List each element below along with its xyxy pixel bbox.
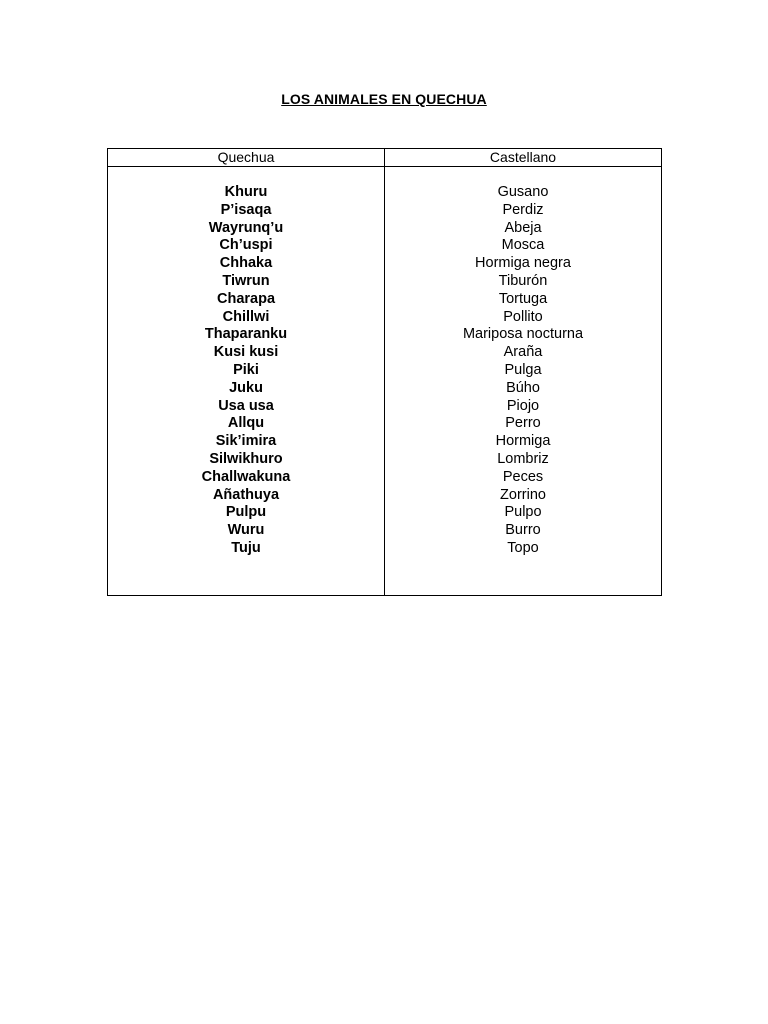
quechua-word: Silwikhuro — [209, 450, 283, 467]
castellano-word: Mosca — [501, 237, 545, 254]
castellano-word: Burro — [505, 522, 541, 539]
castellano-word: Mariposa nocturna — [462, 326, 584, 343]
castellano-word: Pulga — [504, 361, 542, 378]
quechua-word: Charapa — [216, 290, 276, 307]
page-title: LOS ANIMALES EN QUECHUA — [281, 91, 487, 107]
castellano-word: Pulpo — [504, 504, 542, 521]
quechua-word: Chillwi — [222, 308, 270, 325]
castellano-word: Tiburón — [498, 272, 548, 289]
castellano-word: Lombriz — [497, 450, 549, 467]
header-castellano: Castellano — [489, 149, 557, 165]
quechua-word: Wayrunq’u — [208, 219, 284, 236]
castellano-word: Peces — [502, 468, 544, 485]
quechua-word: Kusi kusi — [213, 344, 279, 361]
vocabulary-table — [107, 148, 662, 596]
quechua-word: Sik’imira — [215, 433, 277, 450]
quechua-column — [108, 184, 384, 558]
quechua-word: Thaparanku — [204, 326, 288, 343]
castellano-column — [385, 184, 661, 558]
quechua-word: P’isaqa — [220, 201, 272, 218]
quechua-word: Ch’uspi — [219, 237, 273, 254]
quechua-word: Wuru — [227, 522, 265, 539]
quechua-word: Pulpu — [225, 504, 267, 521]
quechua-word: Chhaka — [219, 255, 273, 272]
castellano-word: Hormiga — [495, 433, 551, 450]
header-quechua: Quechua — [217, 149, 275, 165]
castellano-word: Piojo — [506, 397, 540, 414]
castellano-word: Búho — [506, 379, 540, 396]
quechua-word: Challwakuna — [201, 468, 291, 485]
quechua-word: Allqu — [227, 415, 265, 432]
castellano-word: Hormiga negra — [475, 255, 571, 272]
castellano-word: Topo — [507, 539, 539, 556]
castellano-word: Tortuga — [498, 290, 548, 307]
castellano-word: Zorrino — [500, 486, 546, 503]
castellano-word: Perro — [505, 415, 541, 432]
quechua-word: Piki — [233, 361, 259, 378]
castellano-word: Perdiz — [502, 201, 544, 218]
castellano-word: Abeja — [504, 219, 542, 236]
castellano-word: Pollito — [503, 308, 543, 325]
quechua-word: Tiwrun — [222, 272, 270, 289]
quechua-word: Tuju — [231, 539, 261, 556]
quechua-word: Juku — [229, 379, 263, 396]
quechua-word: Añathuya — [212, 486, 280, 503]
quechua-word: Usa usa — [218, 397, 274, 414]
castellano-word: Gusano — [497, 184, 549, 200]
quechua-word: Khuru — [224, 184, 268, 200]
castellano-word: Araña — [503, 344, 543, 361]
